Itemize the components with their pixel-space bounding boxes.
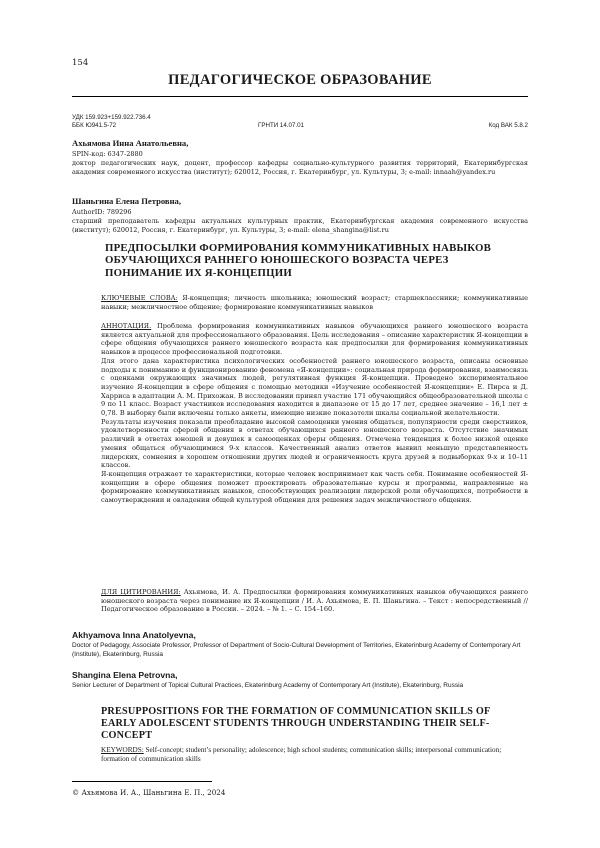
section-title: ПЕДАГОГИЧЕСКОЕ ОБРАЗОВАНИЕ: [168, 72, 432, 88]
keywords-en: [101, 746, 528, 764]
abstract-paragraph-2: Для этого дана характеристика психологических особенностей раннего юношеского возраста, описаны основные подходы к пониманию и функционированию феномена «Я-концепции»: социальная природа формирования, взаимосвязь с оценками окружающих значимых людей, регулятивная функция Я-концепции. Проведено экспериментальное изучение Я-концепции в сфере общения с помощью методики «Изучение особенностей Я-концепции» Е. Пирса и Д. Харриса в адаптации А. М. Прихожан. В исследовании принял участие 171 обучающийся общеобразовательной школы с 9 по 11 класс. Возраст участников исследования находится в диапазоне от 15 до 17 лет, среднее значение – 16,1 лет ± 0,78. В выборку были включены только анкеты, имеющие низкие показатели шкалы социальной желательности.: [101, 356, 528, 418]
article-title-ru: ПРЕДПОСЫЛКИ ФОРМИРОВАНИЯ КОММУНИКАТИВНЫХ НАВЫКОВ ОБУЧАЮЩИХСЯ РАННЕГО ЮНОШЕСКОГО ВОЗРАСТА ЧЕРЕЗ ПОНИМАНИЕ ИХ Я-КОНЦЕПЦИИ: [105, 242, 492, 279]
author-2-name-en: Shangina Elena Petrovna,: [72, 670, 178, 680]
header-rule: [72, 96, 528, 97]
author-2-info: старший преподаватель кафедры актуальных культурных практик, Екатеринбургская академия современного искусства (институт); 620012, Россия, г. Екатеринбург, ул. Культуры, 3; e-mail: elena_shangina@list.ru: [72, 217, 528, 234]
abstract-paragraph-4: Я-концепция отражает те характеристики, которые человек воспринимает как часть себя. Понимание особенностей Я-концепции в сфере общения поможет проектировать образовательные курсы и программы, направленные на формирование коммуникативных навыков, способствующих реализации лидерской роли обучающихся, потребности в самоутверждении и овладении общей культурой общения для решения задач межличностного общения.: [101, 469, 528, 505]
author-1-info: доктор педагогических наук, доцент, профессор кафедры социально-культурного развития территорий, Екатеринбургская академия современного искусства (институт); 620012, Россия, г. Екатеринбург, ул. Культуры, 3; e-mail: innaah@yandex.ru: [72, 159, 528, 176]
abstract-paragraph-1: АННОТАЦИЯ. Проблема формирования коммуникативных навыков обучающихся раннего юношеского возраста является актуальной для профессионального образования. Цель исследования – описание характеристик Я-концепции в сфере общения обучающихся раннего юношеского возраста как предпосылки для формирования коммуникативных навыков в процессе профессиональной подготовки.: [101, 322, 528, 357]
citation-ru: [101, 588, 528, 614]
author-1-name: Ахьямова Инна Анатольевна,: [72, 138, 189, 148]
abstract-paragraph-3: Результаты изучения показали преобладание высокой самооценки умения общаться, популярности среди сверстников, удовлетворенности сферой общения в ответах обучающихся раннего юношеского возраста. Отсутствие значимых различий в ответах юношей и девушек в самооценках сферы общения. Отмечена тенденция к более низкой оценке умения общаться обучающимися 9-х классов. Качественный анализ ответов выявил меньшую представленность лидерских, сомнения в хорошем отношении других людей и ограниченность круга друзей в подвыборках 9-х и 10–11 классов.: [101, 417, 528, 470]
author-2-id: AuthorID: 789296: [72, 208, 132, 216]
citation-ru-label: ДЛЯ ЦИТИРОВАНИЯ:: [101, 588, 181, 596]
author-2-info-en: Senior Lecturer of Department of Topical Cultural Practices, Ekaterinburg Academy of Contemporary Art (Institute), Ekaterinburg, Russia: [72, 682, 464, 689]
abstract-ru: [101, 322, 528, 505]
bbk-code: ББК Ю941.5-72: [72, 122, 117, 129]
keywords-ru-label: КЛЮЧЕВЫЕ СЛОВА:: [101, 294, 178, 302]
grnti-code: ГРНТИ 14.07.01: [258, 122, 304, 129]
author-1-name-en: Akhyamova Inna Anatolyevna,: [72, 630, 196, 640]
copyright: © Ахьямова И. А., Шаньгина Е. П., 2024: [72, 788, 226, 797]
author-1-id: SPIN-код: 6347-2880: [72, 150, 143, 158]
author-1-info-en: Doctor of Pedagogy, Associate Professor, Professor of Department of Socio-Cultural Development of Territories, Ekaterinburg Academy of Contemporary Art (Institute), Ekaterinburg, Russia: [72, 642, 521, 658]
author-2-name: Шаньгина Елена Петровна,: [72, 196, 181, 206]
article-title-en: PRESUPPOSITIONS FOR THE FORMATION OF COMMUNICATION SKILLS OF EARLY ADOLESCENT STUDENTS THROUGH UNDERSTANDING THEIR SELF-CONCEPT: [101, 706, 491, 742]
copyright-rule: [72, 781, 212, 782]
abstract-ru-label: АННОТАЦИЯ.: [101, 322, 152, 330]
keywords-ru: [101, 294, 528, 311]
citation-ru-text: Ахьямова, И. А. Предпосылки формирования коммуникативных навыков обучающихся раннего юношеского возраста через понимание их Я-концепции / И. А. Ахьямова, Е. П. Шаньгина. – Текст : непосредственный // Педагогическое образование в России. – 2024. – № 1. – С. 154–160.: [101, 588, 528, 614]
keywords-en-label: KEYWORDS:: [101, 746, 144, 754]
udk-code: УДК 159.923+159.922.736.4: [72, 114, 151, 121]
keywords-en-text: Self-concept; student’s personality; adolescence; high school students; communication skills; interpersonal communication; formation of communication skills: [101, 746, 502, 764]
vak-code: Код ВАК 5.8.2: [488, 122, 528, 129]
page-number: 154: [72, 58, 89, 68]
keywords-ru-text: Я-концепция; личность школьника; юношеский возраст; старшеклассники; коммуникативные навыки; межличностное общение; формирование коммуникативных навыков: [101, 294, 528, 311]
